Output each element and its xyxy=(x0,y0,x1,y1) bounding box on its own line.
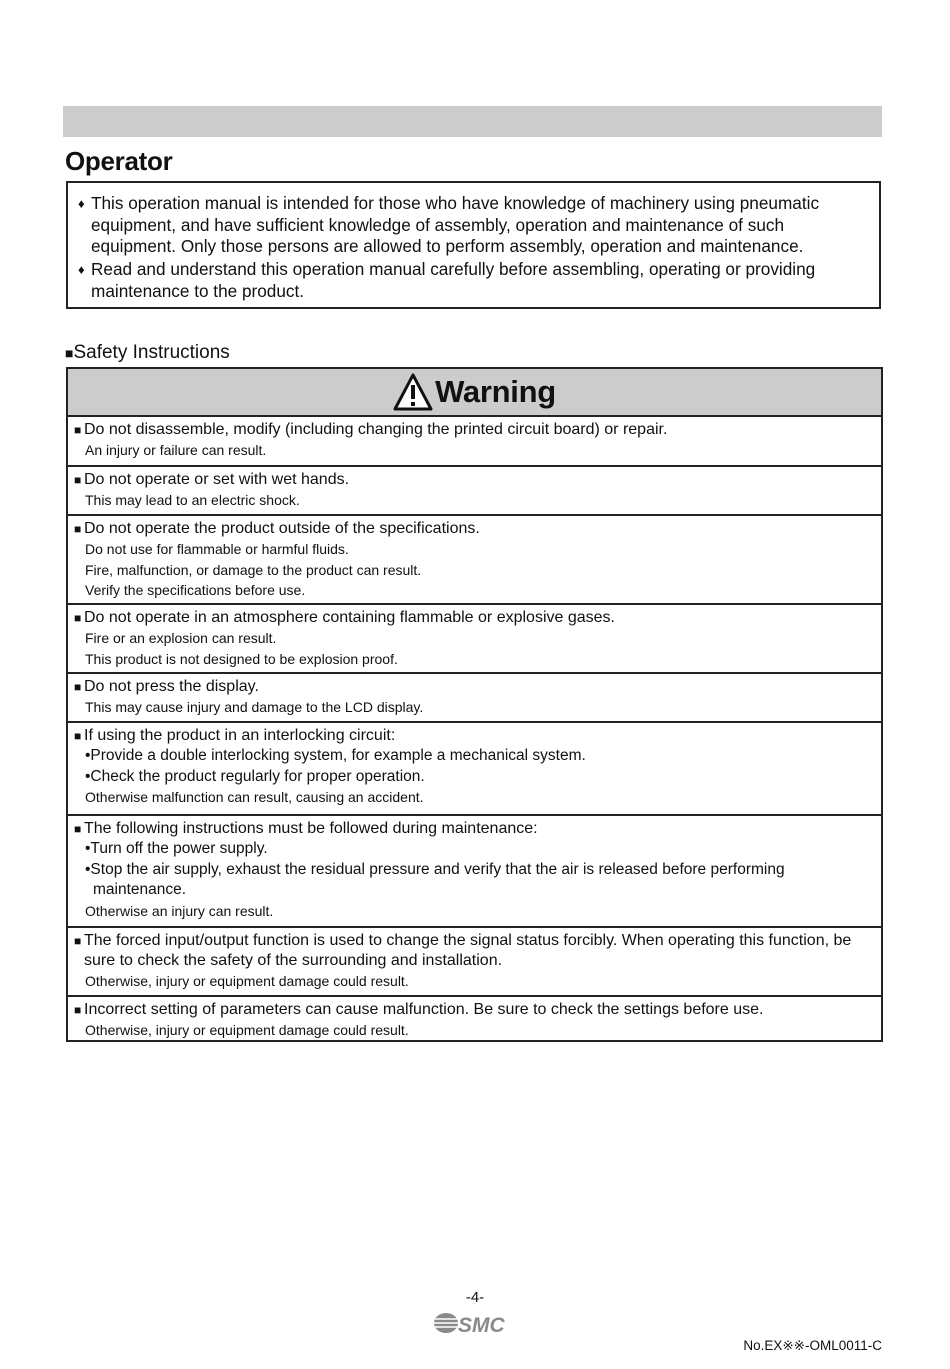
warning-header xyxy=(68,369,881,417)
warning-row-title: The following instructions must be followed during maintenance: xyxy=(84,820,538,837)
warning-row-title: Do not operate in an atmosphere containing flammable or explosive gases. xyxy=(84,609,615,626)
warning-table xyxy=(66,367,883,1042)
warning-row xyxy=(68,723,881,816)
warning-row-title: Do not operate the product outside of the specifications. xyxy=(84,520,480,537)
warning-row-detail: Otherwise, injury or equipment damage could result. xyxy=(85,1022,409,1038)
warning-triangle-icon xyxy=(393,373,433,411)
square-bullet-icon: ■ xyxy=(74,522,82,536)
square-bullet-icon: ■ xyxy=(65,345,74,361)
operator-title: Operator xyxy=(65,146,173,176)
operator-item-text: Read and understand this operation manual carefully before assembling, operating or providing maintenance to the product. xyxy=(91,259,816,301)
warning-row-detail: This may lead to an electric shock. xyxy=(85,492,300,508)
warning-row-detail: Verify the specifications before use. xyxy=(85,582,306,598)
svg-text:SMC: SMC xyxy=(458,1314,505,1336)
header-bar xyxy=(63,106,882,137)
square-bullet-icon: ■ xyxy=(74,473,82,487)
safety-heading-text: Safety Instructions xyxy=(73,342,230,363)
warning-title: Warning xyxy=(435,374,556,409)
warning-row-detail: Fire, malfunction, or damage to the product can result. xyxy=(85,561,422,578)
safety-heading xyxy=(65,342,230,364)
warning-row xyxy=(68,674,881,723)
warning-row xyxy=(68,417,881,467)
warning-row-title: The forced input/output function is used to change the signal status forcibly. When operating this function, be sure to check the safety of the surrounding and installation. xyxy=(84,932,852,969)
square-bullet-icon: ■ xyxy=(74,934,82,948)
warning-row-detail: Otherwise malfunction can result, causing an accident. xyxy=(85,789,424,805)
page-number: -4- xyxy=(465,1289,485,1306)
warning-row-detail: Otherwise an injury can result. xyxy=(85,902,274,919)
warning-row-title: If using the product in an interlocking circuit: xyxy=(84,727,396,744)
diamond-bullet-icon: ♦ xyxy=(78,196,85,211)
warning-row-bullet: •Check the product regularly for proper operation. xyxy=(85,767,425,785)
warning-row-detail: This may cause injury and damage to the LCD display. xyxy=(85,699,424,715)
warning-row-detail: Fire or an explosion can result. xyxy=(85,630,277,646)
operator-item xyxy=(78,259,871,302)
warning-row-bullet: •Provide a double interlocking system, for example a mechanical system. xyxy=(85,747,586,764)
warning-row-detail: Otherwise, injury or equipment damage could result. xyxy=(85,973,409,989)
warning-row xyxy=(68,816,881,928)
diamond-bullet-icon: ♦ xyxy=(78,262,85,278)
warning-row-title: Incorrect setting of parameters can cause malfunction. Be sure to check the settings before use. xyxy=(84,1001,764,1018)
document-number: No.EX※※-OML0011-C xyxy=(743,1338,882,1353)
warning-row xyxy=(68,467,881,516)
warning-row-title: Do not operate or set with wet hands. xyxy=(84,471,350,488)
operator-item xyxy=(78,193,871,258)
warning-row-title: Do not press the display. xyxy=(84,678,259,695)
smc-logo xyxy=(433,1310,515,1336)
warning-row-title: Do not disassemble, modify (including changing the printed circuit board) or repair. xyxy=(84,421,668,438)
warning-row xyxy=(68,516,881,605)
warning-row-bullet: •Stop the air supply, exhaust the residual pressure and verify that the air is released before performing xyxy=(85,860,785,878)
warning-row-bullet-continuation: maintenance. xyxy=(93,881,187,898)
warning-row-detail: Do not use for flammable or harmful fluids. xyxy=(85,541,349,557)
operator-box xyxy=(66,181,881,309)
square-bullet-icon: ■ xyxy=(74,1003,82,1017)
square-bullet-icon: ■ xyxy=(74,729,82,743)
operator-item-text: This operation manual is intended for those who have knowledge of machinery using pneumatic equipment, and have sufficient knowledge of assembly, operation and maintenance of such equipment. Only those persons are allowed to perform assembly, operation and maintenance. xyxy=(91,193,820,257)
square-bullet-icon: ■ xyxy=(74,680,82,694)
warning-row-detail: An injury or failure can result. xyxy=(85,442,267,458)
square-bullet-icon: ■ xyxy=(74,611,82,625)
square-bullet-icon: ■ xyxy=(74,423,82,437)
warning-row xyxy=(68,605,881,674)
warning-row-bullet: •Turn off the power supply. xyxy=(85,840,268,857)
warning-row xyxy=(68,928,881,997)
warning-row xyxy=(68,997,881,1046)
warning-row-detail: This product is not designed to be explosion proof. xyxy=(85,650,398,667)
square-bullet-icon: ■ xyxy=(74,822,82,836)
